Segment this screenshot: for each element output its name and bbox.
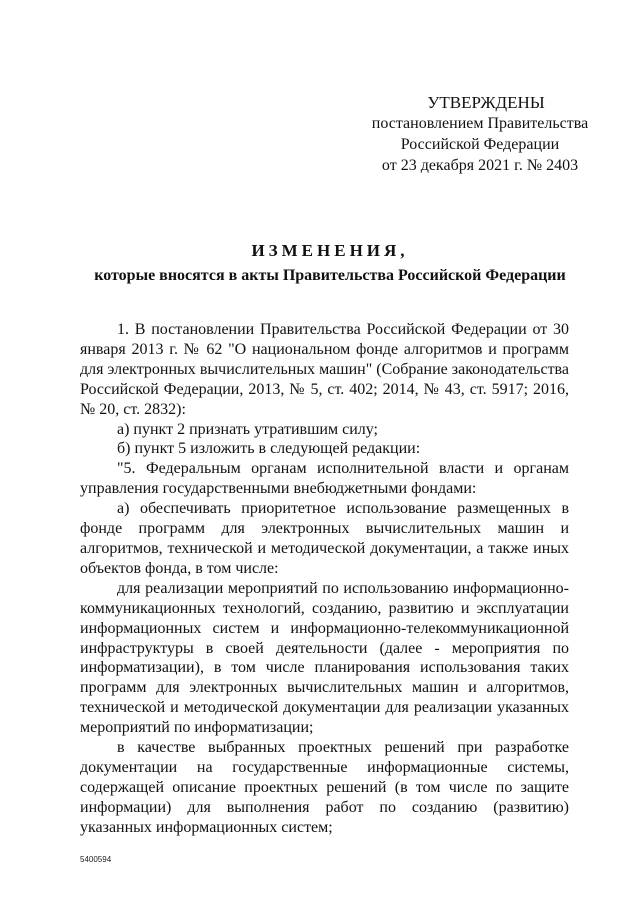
paragraph-point-5-a: а) обеспечивать приоритетное использование размещенных в фонде программ для электронных вычислительных машин и алгоритмов, технической и методической документации, а также иных объектов фонда, в том числе: [80, 500, 569, 577]
document-body [80, 320, 569, 838]
approval-line-date: от 23 декабря 2021 г. № 2403 [381, 157, 579, 174]
document-title: ИЗМЕНЕНИЯ, [251, 241, 409, 260]
approval-line-country: Российской Федерации [400, 136, 560, 153]
document-subtitle: которые вносятся в акты Правительства Российской Федерации [94, 267, 566, 284]
paragraph-design-solutions: в качестве выбранных проектных решений при разработке документации на государственные информационные системы, содержащей описание проектных решений (в том числе по защите информации) для выполнения работ по созданию (развитию) указанных информационных систем; [80, 739, 569, 836]
page-code: 5400594 [80, 855, 112, 864]
paragraph-subitem-a: а) пункт 2 признать утратившим силу; [117, 420, 378, 438]
paragraph-item-1: 1. В постановлении Правительства Российской Федерации от 30 января 2013 г. № 62 "О национальном фонде алгоритмов и программ для электронных вычислительных машин" (Собрание законодательства Российской Федерации, 2013, № 5, ст. 402; 2014, № 43, ст. 5917; 2016, № 20, ст. 2832): [80, 321, 569, 418]
paragraph-subitem-b: б) пункт 5 изложить в следующей редакции: [117, 440, 421, 458]
paragraph-point-5: "5. Федеральным органам исполнительной власти и органам управления государственными внебюджетными фондами: [80, 460, 569, 498]
approval-line-resolution: постановлением Правительства [371, 115, 589, 132]
approval-heading: УТВЕРЖДЕНЫ [427, 93, 545, 112]
approval-block [360, 92, 600, 176]
paragraph-informatization: для реализации мероприятий по использованию информационно-коммуникационных технологий, созданию, развитию и эксплуатации информационных систем и информационно-телекоммуникационной инфраструктуры в своей деятельности (далее - мероприятия по информатизации), в том числе планирования использования таких программ для электронных вычислительных машин и алгоритмов, технической и методической документации для реализации указанных мероприятий по информатизации; [80, 579, 569, 737]
